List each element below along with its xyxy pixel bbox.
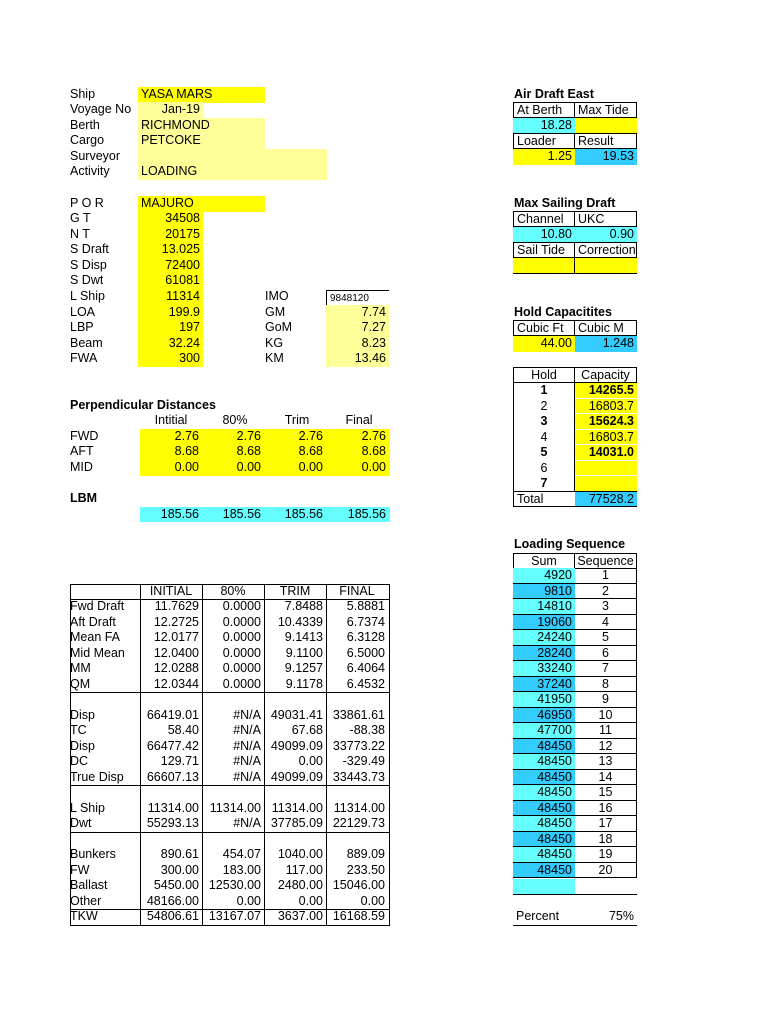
hold-number: 7	[513, 476, 575, 492]
table-cell[interactable]: 183.00	[222, 862, 261, 877]
table-row-label: FW	[70, 862, 90, 877]
seq-sum-cell[interactable]: 48450	[513, 847, 575, 863]
perp-label-mid: MID	[70, 460, 93, 474]
table-cell[interactable]: 889.09	[346, 847, 385, 861]
seq-sum-cell[interactable]: 28240	[513, 646, 575, 662]
perp-header-initial: Intitial	[154, 413, 188, 427]
air-at-berth-cell[interactable]: 18.28	[513, 118, 575, 134]
table-cell[interactable]: 890.61	[160, 847, 199, 861]
table-col-line	[326, 584, 327, 925]
table-cell[interactable]: 6.5000	[346, 645, 385, 660]
beam-cell[interactable]: 32.24	[138, 336, 203, 352]
km-cell[interactable]: 13.46	[326, 351, 389, 367]
table-col-line	[70, 584, 71, 925]
label-nt: N T	[70, 227, 90, 241]
perp-mid-80[interactable]: 0.00	[236, 460, 261, 474]
table-cell[interactable]: 6.4064	[346, 661, 385, 675]
table-col-line	[202, 584, 203, 925]
label-kg: KG	[265, 336, 284, 350]
table-row-label: Fwd Draft	[70, 599, 125, 613]
table-col-line	[264, 584, 265, 925]
seq-sum-cell[interactable]: 48450	[513, 770, 575, 786]
hold-capacity-cell[interactable]: 16803.7	[575, 399, 637, 415]
seq-sum-cell[interactable]: 48450	[513, 754, 575, 770]
hold-h-capacity: Capacity	[574, 367, 637, 383]
seq-number: 5	[575, 630, 637, 646]
lbm-trim[interactable]: 185.56	[284, 507, 323, 521]
hold-capacity-cell[interactable]	[575, 476, 637, 492]
seq-sum-cell[interactable]: 48450	[513, 863, 575, 879]
seq-number: 16	[575, 801, 637, 817]
table-cell[interactable]: 66477.42	[146, 738, 199, 753]
seq-number: 17	[575, 816, 637, 832]
hold-h-cubic-ft: Cubic Ft	[513, 320, 575, 336]
tkw-line	[70, 909, 390, 910]
sail-h-ukc: UKC	[574, 211, 637, 227]
table-row-label: Dwt	[70, 816, 92, 830]
table-cell[interactable]: 0.0000	[222, 645, 261, 660]
table-cell[interactable]: 454.07	[222, 847, 261, 861]
perp-fwd-initial[interactable]: 2.76	[174, 429, 199, 443]
table-cell[interactable]: 9.1257	[284, 661, 323, 675]
seq-sum-cell[interactable]: 14810	[513, 599, 575, 615]
table-cell[interactable]: 37785.09	[270, 816, 323, 830]
table-cell[interactable]: 0.00	[298, 754, 323, 768]
table-row-label: Aft Draft	[70, 614, 116, 629]
sail-h-correction: Correction	[574, 242, 637, 258]
table-row-label: Bunkers	[70, 847, 116, 861]
ship-name-cell[interactable]: YASA MARS	[138, 87, 265, 103]
seq-sum-cell[interactable]: 48450	[513, 832, 575, 848]
table-row-label: Other	[70, 893, 102, 908]
table-cell[interactable]: 9.1100	[285, 645, 323, 660]
fwa-cell[interactable]: 300	[138, 351, 203, 367]
perp-aft-final[interactable]: 8.68	[361, 444, 386, 458]
table-row-label: MM	[70, 661, 91, 675]
perp-label-aft: AFT	[70, 444, 94, 458]
seq-number: 14	[575, 770, 637, 786]
air-loader-cell[interactable]: 1.25	[513, 149, 575, 165]
activity-cell[interactable]: LOADING	[138, 164, 327, 180]
table-cell[interactable]: 13167.07	[208, 909, 261, 923]
table-cell[interactable]: 0.0000	[222, 661, 261, 675]
gom-cell[interactable]: 7.27	[326, 320, 389, 336]
lbm-label: LBM	[70, 491, 98, 505]
seq-h-sum: Sum	[513, 553, 575, 569]
nt-cell[interactable]: 20175	[138, 227, 203, 243]
table-cell[interactable]: 66419.01	[146, 707, 199, 722]
table-cell[interactable]: 12530.00	[208, 878, 261, 892]
table-cell[interactable]: #N/A	[233, 738, 261, 753]
table-col-line	[389, 584, 390, 925]
seq-title: Loading Sequence	[514, 537, 626, 551]
seq-number: 19	[575, 847, 637, 863]
air-result-cell[interactable]: 19.53	[575, 149, 637, 165]
table-cell[interactable]: 11314.00	[271, 800, 323, 815]
table-row-label: Disp	[70, 738, 96, 753]
lbm-80[interactable]: 185.56	[222, 507, 261, 521]
air-h-at-berth: At Berth	[513, 102, 575, 118]
label-voyage: Voyage No	[70, 102, 132, 116]
loa-cell[interactable]: 199.9	[138, 305, 203, 321]
seq-number: 20	[575, 863, 637, 879]
label-loa: LOA	[70, 305, 96, 319]
lbm-initial[interactable]: 185.56	[160, 507, 199, 521]
label-km: KM	[265, 351, 284, 365]
table-header-0: INITIAL	[149, 584, 193, 598]
group-bottom-line	[70, 925, 390, 926]
seq-number: 9	[575, 692, 637, 708]
perp-fwd-final[interactable]: 2.76	[361, 429, 386, 443]
table-row-label: TKW	[70, 909, 98, 923]
perp-fwd-80[interactable]: 2.76	[236, 429, 261, 443]
perp-aft-80[interactable]: 8.68	[236, 444, 261, 458]
seq-number: 7	[575, 661, 637, 677]
table-cell[interactable]: 5.8881	[346, 599, 385, 613]
seq-number: 2	[575, 584, 637, 600]
table-cell[interactable]: 11314.00	[333, 800, 385, 815]
lbp-cell[interactable]: 197	[138, 320, 203, 336]
table-cell[interactable]: 66607.13	[146, 769, 199, 784]
table-cell[interactable]: 22129.73	[332, 816, 385, 830]
seq-number: 1	[575, 568, 637, 584]
hold-capacity-cell[interactable]	[575, 461, 637, 477]
sail-correction-cell[interactable]	[575, 258, 637, 274]
seq-sum-cell[interactable]: 24240	[513, 630, 575, 646]
gt-cell[interactable]: 34508	[138, 211, 203, 227]
table-cell[interactable]: 33773.22	[332, 738, 385, 753]
seq-divider	[513, 894, 637, 895]
seq-sum-cell[interactable]: 48450	[513, 801, 575, 817]
table-cell[interactable]: 233.50	[346, 862, 385, 877]
group-bottom-line	[70, 692, 390, 693]
table-cell[interactable]: 67.68	[291, 723, 323, 737]
table-cell[interactable]: 55293.13	[146, 816, 199, 830]
label-lbp: LBP	[70, 320, 94, 334]
table-cell[interactable]: -88.38	[349, 723, 385, 737]
percent-bottom-line	[513, 925, 637, 926]
sail-h-channel: Channel	[513, 211, 575, 227]
gm-cell[interactable]: 7.74	[326, 305, 389, 321]
table-cell[interactable]: -329.49	[342, 754, 385, 768]
seq-number: 13	[575, 754, 637, 770]
sail-h-sail-tide: Sail Tide	[513, 242, 575, 258]
por-cell[interactable]: MAJURO	[138, 196, 265, 212]
hold-h-cubic-m: Cubic M	[574, 320, 637, 336]
hold-capacity-cell[interactable]: 15624.3	[575, 414, 637, 430]
kg-cell[interactable]: 8.23	[326, 336, 389, 352]
table-cell[interactable]: #N/A	[233, 769, 261, 784]
table-cell[interactable]: 12.2725	[153, 614, 199, 629]
seq-number: 18	[575, 832, 637, 848]
table-cell[interactable]: 0.00	[298, 893, 323, 908]
air-h-result: Result	[574, 133, 637, 149]
table-cell[interactable]: 9.1413	[284, 630, 323, 644]
table-cell[interactable]: 12.0400	[153, 645, 199, 660]
label-por: P O R	[70, 196, 104, 210]
seq-sum-cell[interactable]: 47700	[513, 723, 575, 739]
seq-sum-cell[interactable]: 48450	[513, 739, 575, 755]
perp-header-final: Final	[345, 413, 373, 427]
seq-sum-cell[interactable]: 41950	[513, 692, 575, 708]
table-cell[interactable]: 49099.09	[270, 738, 323, 753]
seq-sum-cell[interactable]: 48450	[513, 816, 575, 832]
table-cell[interactable]: 33443.73	[332, 769, 385, 784]
label-imo: IMO	[265, 289, 289, 303]
air-h-loader: Loader	[513, 133, 575, 149]
table-cell[interactable]: 49031.41	[270, 707, 323, 722]
table-row-label: Mean FA	[70, 630, 121, 644]
hold-number: 3	[513, 414, 575, 430]
table-cell[interactable]: 1040.00	[277, 847, 323, 861]
seq-number: 4	[575, 615, 637, 631]
perp-aft-trim[interactable]: 8.68	[298, 444, 323, 458]
table-cell[interactable]: 6.4532	[346, 676, 385, 691]
label-surveyor: Surveyor	[70, 149, 121, 163]
table-cell[interactable]: 3637.00	[277, 909, 323, 923]
group-bottom-line	[70, 785, 390, 786]
air-draft-title: Air Draft East	[514, 87, 594, 101]
cubic-m-cell[interactable]: 1.248	[575, 336, 637, 352]
table-row-label: L Ship	[70, 800, 105, 815]
seq-sum-cell[interactable]: 46950	[513, 708, 575, 724]
table-cell[interactable]: 6.7374	[346, 614, 385, 629]
table-cell[interactable]: 5450.00	[153, 878, 199, 892]
table-cell[interactable]: 0.0000	[222, 676, 261, 691]
sail-tide-cell[interactable]	[513, 258, 575, 274]
seq-sum-cell[interactable]: 19060	[513, 615, 575, 631]
table-cell[interactable]: 16168.59	[332, 909, 385, 923]
seq-sum-cell[interactable]: 4920	[513, 568, 575, 584]
voyage-cell[interactable]: Jan-19	[138, 102, 203, 118]
table-cell[interactable]: #N/A	[233, 754, 261, 768]
table-cell[interactable]: 11.7629	[154, 599, 199, 613]
table-header-1: 80%	[220, 584, 246, 598]
table-cell[interactable]: 117.00	[285, 862, 323, 877]
table-cell[interactable]: 33861.61	[332, 707, 385, 722]
table-header-2: TRIM	[279, 584, 311, 598]
table-cell[interactable]: 48166.00	[146, 893, 199, 908]
label-berth: Berth	[70, 118, 100, 132]
table-cell[interactable]: 9.1178	[285, 676, 323, 691]
seq-number: 12	[575, 739, 637, 755]
air-h-max-tide: Max Tide	[574, 102, 637, 118]
table-cell[interactable]: 10.4339	[277, 614, 323, 629]
table-row-label: Ballast	[70, 878, 108, 892]
seq-h-sequence: Sequence	[574, 553, 637, 569]
berth-cell[interactable]: RICHMOND	[138, 118, 265, 134]
hold-capacity-cell[interactable]: 16803.7	[575, 430, 637, 446]
percent-cell[interactable]: 75%	[608, 909, 634, 923]
label-sdraft: S Draft	[70, 242, 109, 256]
table-cell[interactable]: 12.0344	[153, 676, 199, 691]
hold-number: 4	[513, 430, 575, 446]
sailing-title: Max Sailing Draft	[514, 196, 616, 210]
perp-mid-initial[interactable]: 0.00	[174, 460, 199, 474]
label-ship: Ship	[70, 87, 96, 101]
sail-ukc-cell[interactable]: 0.90	[575, 227, 637, 243]
sdraft-cell[interactable]: 13.025	[138, 242, 203, 258]
perp-mid-trim[interactable]: 0.00	[298, 460, 323, 474]
seq-number: 11	[575, 723, 637, 739]
table-header-3: FINAL	[339, 584, 375, 598]
air-max-tide-cell[interactable]	[575, 118, 637, 134]
perp-fwd-trim[interactable]: 2.76	[298, 429, 323, 443]
hold-total-cell[interactable]: 77528.2	[575, 491, 637, 507]
seq-number: 15	[575, 785, 637, 801]
table-cell[interactable]: 2480.00	[277, 878, 323, 892]
label-beam: Beam	[70, 336, 103, 350]
hold-capacity-cell[interactable]: 14031.0	[575, 445, 637, 461]
label-sdwt: S Dwt	[70, 273, 104, 287]
label-gm: GM	[265, 305, 286, 319]
table-cell[interactable]: 0.0000	[222, 614, 261, 629]
hold-title: Hold Capacitites	[514, 305, 612, 319]
seq-number: 10	[575, 708, 637, 724]
table-cell[interactable]: #N/A	[233, 723, 261, 737]
table-cell[interactable]: 6.3128	[346, 630, 385, 644]
sdisp-cell[interactable]: 72400	[138, 258, 203, 274]
table-cell[interactable]: 0.00	[236, 893, 261, 908]
seq-number: 6	[575, 646, 637, 662]
table-col-line	[140, 584, 141, 925]
hold-total-label: Total	[513, 491, 575, 507]
seq-sum-cell[interactable]: 48450	[513, 785, 575, 801]
table-cell[interactable]: 12.0288	[153, 661, 199, 675]
table-cell[interactable]: 300.00	[160, 862, 199, 877]
table-cell[interactable]: 7.8488	[284, 599, 323, 613]
table-cell[interactable]: 0.0000	[222, 630, 261, 644]
sail-channel-cell[interactable]: 10.80	[513, 227, 575, 243]
sdwt-cell[interactable]: 61081	[138, 273, 203, 289]
table-cell[interactable]: 11314.00	[147, 800, 199, 815]
table-row-label: Disp	[70, 707, 96, 722]
cargo-cell[interactable]: PETCOKE	[138, 133, 265, 149]
surveyor-cell[interactable]	[138, 149, 327, 165]
label-gom: GoM	[265, 320, 293, 334]
seq-sum-cell[interactable]: 37240	[513, 677, 575, 693]
cubic-ft-cell[interactable]: 44.00	[513, 336, 575, 352]
seq-number: 3	[575, 599, 637, 615]
hold-number: 6	[513, 461, 575, 477]
seq-blank-cell	[513, 879, 575, 894]
perp-mid-final[interactable]: 0.00	[361, 460, 386, 474]
perp-label-fwd: FWD	[70, 429, 99, 443]
table-row-label: DC	[70, 754, 89, 768]
perp-aft-initial[interactable]: 8.68	[174, 444, 199, 458]
table-cell[interactable]: 0.0000	[222, 599, 261, 613]
table-cell[interactable]: 15046.00	[332, 878, 385, 892]
table-cell[interactable]: 11314.00	[209, 800, 261, 815]
lship-cell[interactable]: 11314	[138, 289, 203, 305]
seq-sum-cell[interactable]: 9810	[513, 584, 575, 600]
table-cell[interactable]: 0.00	[360, 893, 385, 908]
lbm-final[interactable]: 185.56	[347, 507, 386, 521]
table-row-label: Mid Mean	[70, 645, 125, 660]
table-cell[interactable]: #N/A	[233, 707, 261, 722]
seq-sum-cell[interactable]: 33240	[513, 661, 575, 677]
label-gt: G T	[70, 211, 91, 225]
label-cargo: Cargo	[70, 133, 105, 147]
percent-label: Percent	[516, 909, 560, 923]
table-cell[interactable]: 129.71	[160, 754, 199, 768]
hold-number: 5	[513, 445, 575, 461]
hold-number: 2	[513, 399, 575, 415]
hold-number: 1	[513, 383, 575, 399]
table-cell[interactable]: 12.0177	[153, 630, 199, 644]
table-cell[interactable]: 49099.09	[270, 769, 323, 784]
hold-h-hold: Hold	[513, 367, 575, 383]
perp-header-80: 80%	[222, 413, 248, 427]
table-row-label: TC	[70, 723, 87, 737]
label-sdisp: S Disp	[70, 258, 107, 272]
hold-capacity-cell[interactable]: 14265.5	[575, 383, 637, 399]
label-activity: Activity	[70, 164, 110, 178]
group-bottom-line	[70, 832, 390, 833]
table-cell[interactable]: #N/A	[233, 816, 261, 830]
label-lship: L Ship	[70, 289, 105, 303]
perp-title: Perpendicular Distances	[70, 398, 216, 412]
table-row-label: True Disp	[70, 769, 124, 784]
label-fwa: FWA	[70, 351, 98, 365]
seq-number: 8	[575, 677, 637, 693]
imo-cell[interactable]: 9848120	[326, 290, 389, 306]
table-cell[interactable]: 58.40	[167, 723, 199, 737]
table-row-label: QM	[70, 676, 91, 691]
table-cell[interactable]: 54806.61	[146, 909, 199, 923]
perp-header-trim: Trim	[284, 413, 310, 427]
